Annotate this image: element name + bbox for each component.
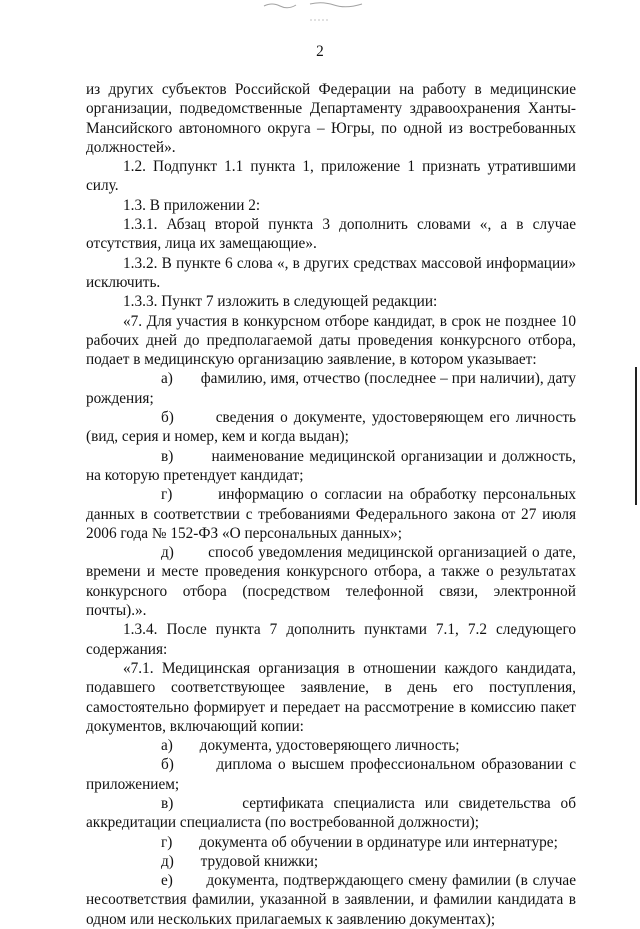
scan-mark-top: [262, 0, 372, 10]
list-text: информацию о согласии на обработку персональных данных в соответствии с требованиями Федерального закона от 27 июля 2006 года № 152-ФЗ «О персональных данных»;: [86, 486, 576, 542]
scan-mark-small: [310, 18, 330, 22]
list-text: документа об обучении в ординатуре или интернатуре;: [199, 833, 558, 851]
list-marker: в): [161, 794, 174, 812]
list-marker: в): [161, 447, 174, 465]
list-text: способ уведомления медицинской организацией о дате, времени и месте проведения конкурсного отбора, а также о результатах конкурсного отбора (посредством телефонной связи, электронной почты).».: [86, 544, 576, 620]
list-item: [86, 871, 576, 929]
list-marker: а): [161, 737, 173, 755]
list-item: [86, 447, 576, 486]
list-text: наименование медицинской организации и должность, на которую претендует кандидат;: [86, 447, 576, 484]
paragraph: 1.3.3. Пункт 7 изложить в следующей редакции:: [123, 293, 438, 311]
list-marker: е): [161, 872, 173, 890]
list-marker: д): [161, 852, 174, 870]
list-text: сведения о документе, удостоверяющем его личность (вид, серия и номер, кем и когда выдан);: [86, 409, 576, 446]
paragraph: «7. Для участия в конкурсном отборе кандидат, в срок не позднее 10 рабочих дней до предполагаемой даты проведения конкурсного отбора, подает в медицинскую организацию заявление, в котором указывает:: [86, 312, 576, 369]
list-marker: г): [161, 486, 173, 504]
list-item: [86, 485, 576, 543]
list-marker: д): [161, 544, 174, 562]
paragraph: 1.3. В приложении 2:: [123, 196, 261, 214]
page-number: 2: [316, 43, 324, 60]
list-text: документа, удостоверяющего личность;: [199, 737, 460, 755]
list-marker: а): [161, 370, 173, 388]
list-item: [86, 755, 576, 794]
list-item: [86, 408, 576, 447]
paragraph: 1.3.2. В пункте 6 слова «, в других средствах массовой информации» исключить.: [86, 254, 576, 291]
list-text: сертификата специалиста или свидетельства об аккредитации специалиста (по востребованной должности);: [86, 794, 576, 832]
list-item: [86, 736, 576, 755]
list-text: документа, подтверждающего смену фамилии (в случае несоответствия фамилии, указанной в заявлении, и фамилии кандидата в одном или нескольких прилагаемых к заявлению документах);: [86, 872, 576, 928]
list-text: фамилию, имя, отчество (последнее – при наличии), дату рождения;: [86, 370, 576, 407]
list-marker: б): [161, 756, 174, 774]
scan-edge-line: [635, 367, 637, 505]
list-text: трудовой книжки;: [200, 852, 319, 870]
paragraph: 1.3.1. Абзац второй пункта 3 дополнить словами «, а в случае отсутствия, лица их замещающие».: [86, 216, 576, 253]
paragraph: 1.2. Подпункт 1.1 пункта 1, приложение 1 признать утратившими силу.: [86, 158, 576, 195]
list-item: [86, 852, 576, 871]
paragraph: из других субъектов Российской Федерации на работу в медицинские организации, подведомственные Департаменту здравоохранения Ханты-Мансийского автономного округа – Югры, по одной из востребованных должностей».: [86, 81, 576, 156]
list-item: [86, 833, 576, 852]
list-marker: г): [161, 833, 173, 851]
list-item: [86, 543, 576, 620]
paragraph: «7.1. Медицинская организация в отношении каждого кандидата, подавшего соответствующее заявление, в день его поступления, самостоятельно формирует и передает на рассмотрение в комиссию пакет документов, включающий копии:: [86, 659, 576, 735]
list-item: [86, 794, 576, 833]
list-item: [86, 369, 576, 408]
list-text: диплома о высшем профессиональном образовании с приложением;: [86, 756, 576, 793]
paragraph: 1.3.4. После пункта 7 дополнить пунктами 7.1, 7.2 следующего содержания:: [86, 621, 576, 658]
list-marker: б): [161, 409, 174, 427]
document-body: [86, 80, 576, 929]
